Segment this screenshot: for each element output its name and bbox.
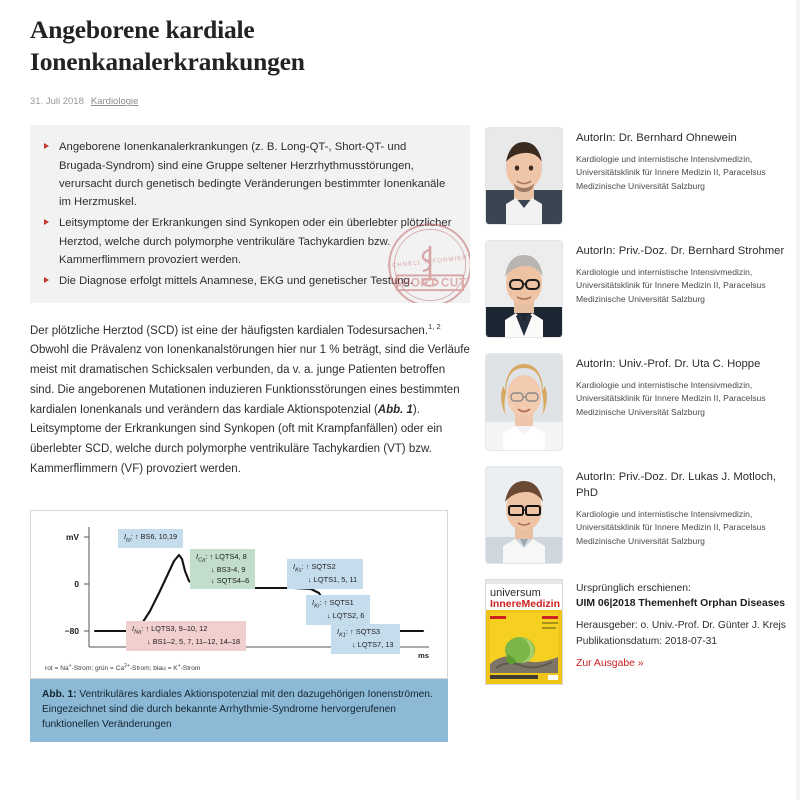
triangle-bullet-icon (44, 219, 49, 225)
avatar (486, 467, 562, 563)
author-affiliation: Kardiologie und internistische Intensivmedizin, Universitätsklinik für Innere Medizin II, Paracelsus Medizinische Universität Salzburg (576, 154, 766, 191)
body-text-c: ). Leitsymptome der Erkrankungen sind Synkopen (oft mit Krampfanfällen) oder ein überlebter SCD, welche durch polymorphe ventrikuläre Tachykardien (VT) bzw. Kammerflimmern (VF) provoziert werden. (30, 403, 443, 475)
summary-text: Angeborene Ionenkanalerkrankungen (z. B. Long-QT-, Short-QT- und Brugada-Syndrom) sind eine Gruppe seltener Herzrhythmusstörungen, verursacht durch genetisch bedingte Veränderungen bestimmter Ionenkanäle im Herzmuskel. (59, 141, 446, 209)
summary-box (30, 125, 473, 302)
list-item (44, 214, 454, 269)
author-entry (486, 354, 786, 450)
figure-1 (30, 510, 448, 743)
publication-prefix: Ursprünglich erschienen: (576, 583, 691, 594)
author-info (576, 467, 786, 563)
reference-superscript: 1, 2 (428, 321, 441, 331)
svg-text:mV: mV (65, 531, 79, 542)
list-item (44, 272, 454, 290)
author-affiliation: Kardiologie und internistische Intensivmedizin, Universitätsklinik für Innere Medizin II, Paracelsus Medizinische Universität Salzburg (576, 380, 766, 417)
svg-text:0: 0 (74, 578, 79, 589)
annotation-ina: $I_{Na}$: ↑ LQTS3, 9–10, 12 ↓ BS1–2, 5, 7, 11–12, 14–18 (126, 621, 246, 651)
publication-info (576, 580, 786, 684)
triangle-bullet-icon (44, 143, 49, 149)
annotation-ito-row-0: $I_{to}$: ↑ BS6, 10,19 (124, 531, 178, 544)
x-axis-label: ms (418, 650, 429, 660)
avatar (486, 241, 562, 337)
author-name: AutorIn: Priv.-Doz. Dr. Bernhard Strohmer (576, 245, 785, 257)
figure-caption-text: Ventrikuläres kardiales Aktionspotenzial mit den dazugehörigen Ionenströmen. Eingezeichnet sind die durch bekannte Arrhythmie-Syndrome hervorgerufenen funktionellen Veränderungen (42, 688, 433, 730)
annotation-ica: $I_{Ca}$: ↑ LQTS4, 8 ↓ BS3-4, 9 ↓ SQTS4–6 (190, 549, 255, 589)
figure-caption (30, 679, 448, 743)
summary-text: Die Diagnose erfolgt mittels Anamnese, EKG und genetischer Testung. (59, 275, 413, 288)
category-link[interactable]: Kardiologie (90, 96, 139, 108)
annotation-iks: $I_{Ks}$: ↑ SQTS2 ↓ LQTS1, 5, 11 (287, 559, 363, 589)
page-title: Angeborene kardiale Ionenkanalerkrankungen (30, 15, 305, 77)
publication-block (486, 580, 786, 684)
author-info (576, 354, 786, 450)
author-entry (486, 128, 786, 224)
figure-reference: Abb. 1 (377, 403, 413, 416)
cover-title-2: InnereMedizin (490, 598, 561, 610)
action-potential-chart (43, 521, 435, 661)
author-info (576, 241, 786, 337)
publication-date: Publikationsdatum: 2018-07-31 (576, 635, 718, 647)
annotation-ikr: $I_{Kr}$: ↑ SQTS1 ↓ LQTS2, 6 (306, 595, 370, 625)
svg-text:−80: −80 (64, 625, 79, 636)
triangle-bullet-icon (44, 277, 49, 283)
list-item (44, 138, 454, 211)
svg-text:SHORT CUT: SHORT CUT (393, 276, 467, 290)
author-name: AutorIn: Univ.-Prof. Dr. Uta C. Hoppe (576, 358, 761, 370)
figure-plot-card (30, 510, 448, 679)
sidebar (470, 0, 800, 800)
page-right-edge (796, 0, 800, 800)
article-meta (30, 96, 470, 107)
publication-editor: Herausgeber: o. Univ.-Prof. Dr. Günter J. Krejs (576, 620, 786, 632)
avatar (486, 354, 562, 450)
chart-legend-note: rot = Na+-Strom; grün = $Ca^{2+}$-Strom; blau = K+-Strom (45, 662, 201, 672)
annotation-ik1: $I_{K1}$: ↑ SQTS3 ↓ LQTS7, 13 (331, 624, 400, 654)
author-affiliation: Kardiologie und internistische Intensivmedizin, Universitätsklinik für Innere Medizin II, Paracelsus Medizinische Universität Salzburg (576, 267, 766, 304)
journal-cover-image[interactable] (486, 580, 562, 684)
author-entry (486, 241, 786, 337)
body-text-b: Obwohl die Prävalenz von Ionenkanalstörungen hier nur 1 % beträgt, sind die Verläufe meist mit dramatischen Schicksalen verbunden, da v. a. junge Patienten betroffen sind. Die angeborenen Mutationen induzieren Funktionsstörungen eines bestimmten kardialen Ionenkanals und verändern das kardiale Aktionspotenzial ( (30, 344, 470, 416)
author-affiliation: Kardiologie und internistische Intensivmedizin, Universitätsklinik für Innere Medizin II, Paracelsus Medizinische Universität Salzburg (576, 509, 766, 546)
author-name: AutorIn: Priv.-Doz. Dr. Lukas J. Motloch, PhD (576, 471, 777, 500)
publication-issue: UIM 06|2018 Themenheft Orphan Diseases (576, 598, 786, 610)
svg-text:SCHNELL INFORMIERT: SCHNELL INFORMIERT (386, 254, 473, 270)
summary-text: Leitsymptome der Erkrankungen sind Synkopen oder ein überlebter plötzlicher Herztod, welche durch polymorphe ventrikuläre Tachykardien bzw. Kammerflimmern provoziert werden. (59, 217, 452, 267)
cover-title-1: universum (490, 587, 541, 599)
summary-list (44, 138, 454, 290)
figure-caption-label: Abb. 1: (42, 688, 77, 700)
annotation-ito (118, 529, 183, 548)
author-entry (486, 467, 786, 563)
avatar (486, 128, 562, 224)
publish-date: 31. Juli 2018 (30, 96, 84, 108)
author-name: AutorIn: Dr. Bernhard Ohnewein (576, 132, 737, 144)
author-info (576, 128, 786, 224)
issue-link[interactable]: Zur Ausgabe » (576, 657, 644, 669)
body-text-a: Der plötzliche Herztod (SCD) ist eine der häufigsten kardialen Todesursachen. (30, 324, 429, 337)
body-paragraph (30, 320, 470, 480)
